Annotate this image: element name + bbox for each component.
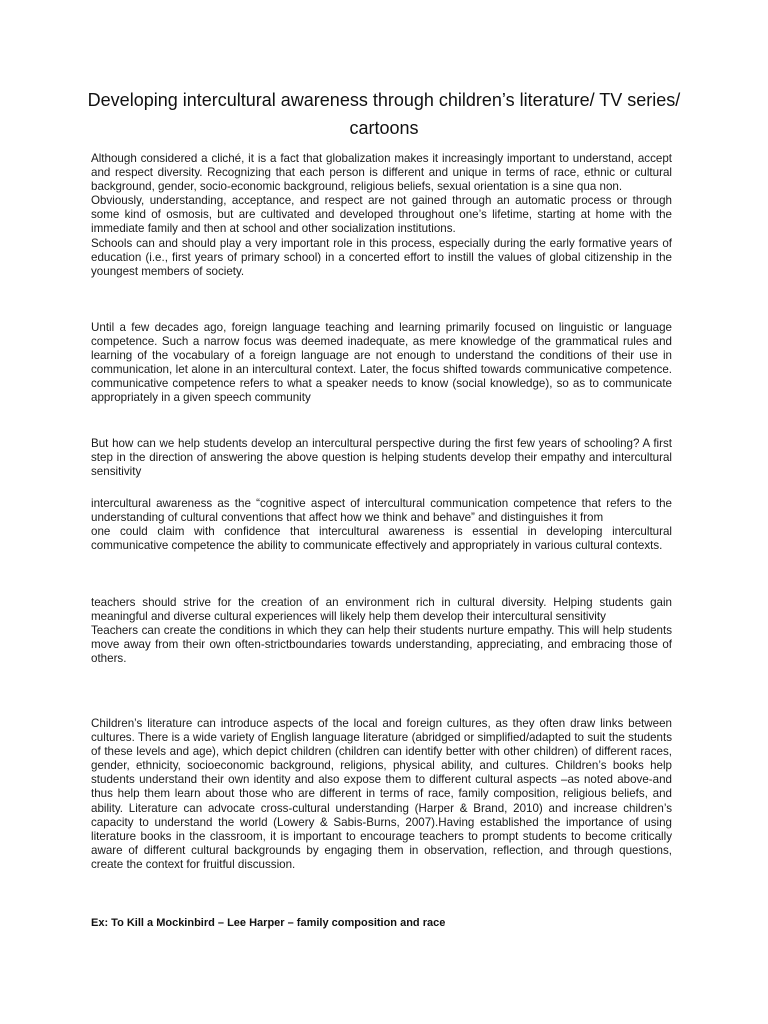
paragraph: Until a few decades ago, foreign language teaching and learning primarily focused on linguistic or language competence. Such a narrow focus was deemed inadequate, as mere knowledge of the grammatical rules and learning of the vocabulary of a foreign language are not enough to understand the conditions of their use in communication, let alone in an intercultural context. Later, the focus shifted towards communicative competence. communicative competence refers to what a speaker needs to know (social knowledge), so as to communicate appropriately in a given speech community — [91, 321, 672, 405]
paragraph: Although considered a cliché, it is a fact that globalization makes it increasingly important to understand, accept and respect diversity. Recognizing that each person is different and unique in terms of race, ethnic or cultural background, gender, socio-economic background, religious beliefs, sexual orientation is a sine qua non. — [91, 152, 672, 194]
teachers-section — [91, 596, 672, 666]
childrens-literature-section — [91, 717, 672, 872]
paragraph: intercultural awareness as the “cognitive aspect of intercultural communication competence that refers to the understanding of cultural conventions that affect how we think and behave” and distinguishes it from — [91, 497, 672, 525]
example-line: Ex: To Kill a Mockinbird – Lee Harper – family composition and race — [91, 917, 446, 929]
language-competence-section — [91, 321, 672, 406]
intercultural-perspective-section — [91, 437, 672, 479]
paragraph: But how can we help students develop an intercultural perspective during the first few years of schooling? A first step in the direction of answering the above question is helping students develop their empathy and intercultural sensitivity — [91, 437, 672, 479]
intro-section — [91, 152, 672, 279]
paragraph: one could claim with confidence that intercultural awareness is essential in developing intercultural communicative competence the ability to communicate effectively and appropriately in various cultural contexts. — [91, 525, 672, 553]
document-title: Developing intercultural awareness through children’s literature/ TV series/ cartoons — [87, 90, 681, 138]
paragraph: Obviously, understanding, acceptance, and respect are not gained through an automatic process or through some kind of osmosis, but are cultivated and developed throughout one’s lifetime, starting at home with the immediate family and then at school and other socialization institutions. — [91, 194, 672, 236]
paragraph: Teachers can create the conditions in which they can help their students nurture empathy. This will help students move away from their own often-strictboundaries towards understanding, appreciating, and embracing those of others. — [91, 624, 672, 666]
paragraph: teachers should strive for the creation of an environment rich in cultural diversity. Helping students gain meaningful and diverse cultural experiences will likely help them develop their intercultural sensitivity — [91, 596, 672, 624]
paragraph: Children’s literature can introduce aspects of the local and foreign cultures, as they often draw links between cultures. There is a wide variety of English language literature (abridged or simplified/adapted to suit the students of these levels and age), which depict children (children can identify better with other children) of different races, gender, ethnicity, socioeconomic background, religions, physical ability, and cultures. Children’s books help students understand their own identity and also expose them to different cultural aspects –as noted above-and thus help them learn about those who are different in terms of race, family composition, religious beliefs, and ability. Literature can advocate cross-cultural understanding (Harper & Brand, 2010) and increase children’s capacity to understand the world (Lowery & Sabis-Burns, 2007).Having established the importance of using literature books in the classroom, it is important to encourage teachers to prompt students to become critically aware of different cultural backgrounds by engaging them in observation, reflection, and through questions, create the context for fruitful discussion. — [91, 717, 672, 871]
paragraph: Schools can and should play a very important role in this process, especially during the early formative years of education (i.e., first years of primary school) in a concerted effort to instill the values of global citizenship in the youngest members of society. — [91, 236, 672, 278]
intercultural-awareness-section — [91, 497, 672, 553]
